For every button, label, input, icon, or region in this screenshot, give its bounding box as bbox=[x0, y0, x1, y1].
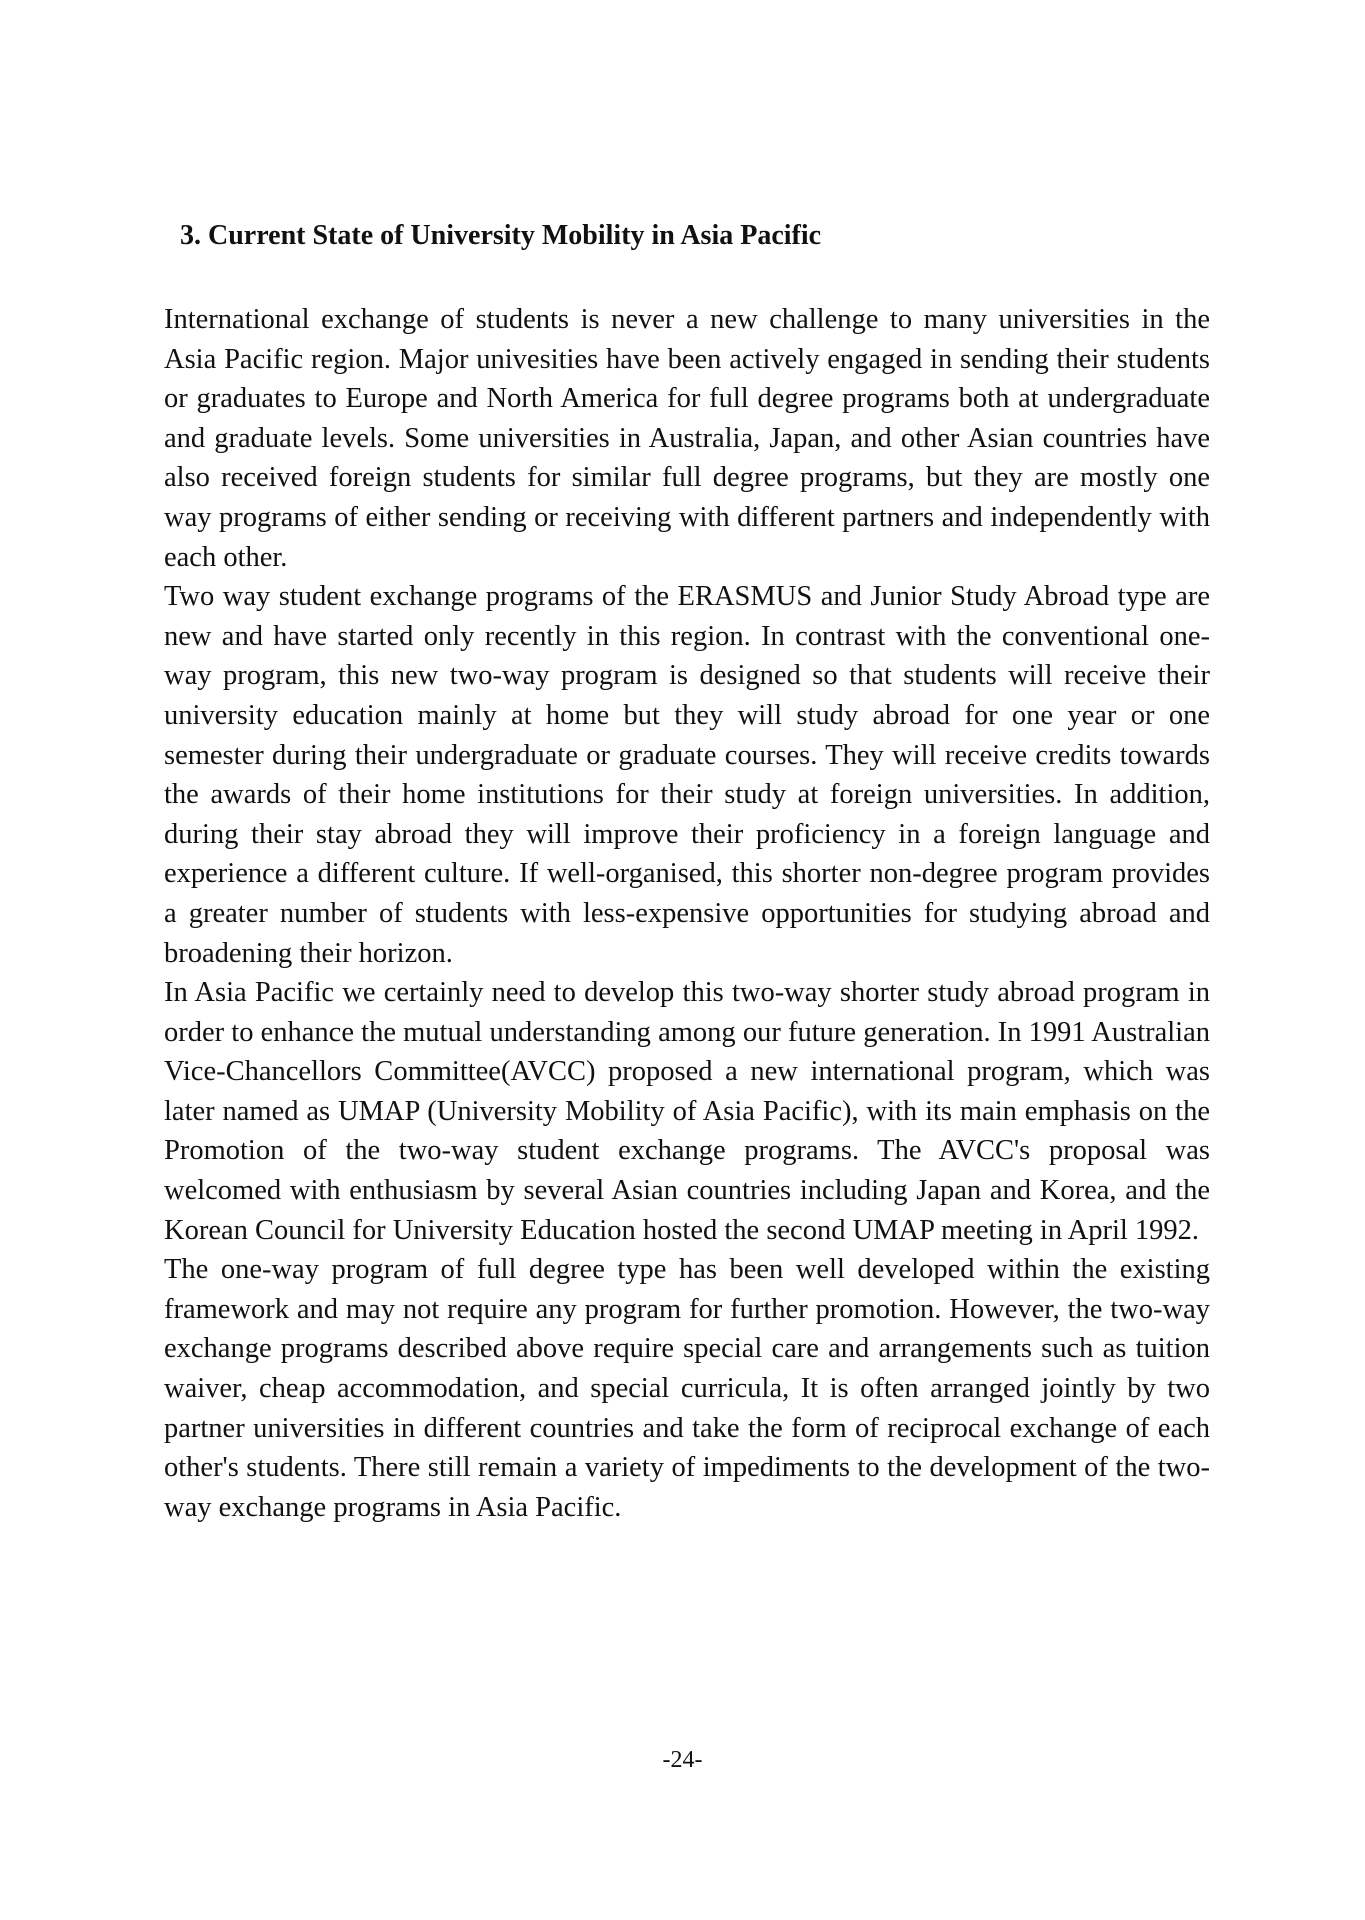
paragraph-1: International exchange of students is never a new challenge to many universities in the Asia Pacific region. Major univesities have been actively engaged in sending their students or graduates to Europe and North America for full degree programs both at undergraduate and graduate levels. Some universities in Australia, Japan, and other Asian countries have also received foreign students for similar full degree programs, but they are mostly one way programs of either sending or receiving with different partners and independently with each other. bbox=[164, 304, 1210, 573]
body-text bbox=[164, 300, 1210, 1527]
page-number: -24- bbox=[662, 1747, 703, 1773]
section-heading: 3. Current State of University Mobility in Asia Pacific bbox=[180, 220, 822, 251]
paragraph-3: In Asia Pacific we certainly need to develop this two-way shorter study abroad program in order to enhance the mutual understanding among our future generation. In 1991 Australian Vice-Chancellors Committee(AVCC) proposed a new international program, which was later named as UMAP (University Mobility of Asia Pacific), with its main emphasis on the Promotion of the two-way student exchange programs. The AVCC's proposal was welcomed with enthusiasm by several Asian countries including Japan and Korea, and the Korean Council for University Education hosted the second UMAP meeting in April 1992. bbox=[164, 977, 1210, 1246]
paragraph-2: Two way student exchange programs of the ERASMUS and Junior Study Abroad type are new and have started only recently in this region. In contrast with the conventional one-way program, this new two-way program is designed so that students will receive their university education mainly at home but they will study abroad for one year or one semester during their undergraduate or graduate courses. They will receive credits towards the awards of their home institutions for their study at foreign universities. In addition, during their stay abroad they will improve their proficiency in a foreign language and experience a different culture. If well-organised, this shorter non-degree program provides a greater number of students with less-expensive opportunities for studying abroad and broadening their horizon. bbox=[164, 581, 1210, 969]
paragraph-4: The one-way program of full degree type has been well developed within the existing framework and may not require any program for further promotion. However, the two-way exchange programs described above require special care and arrangements such as tuition waiver, cheap accommodation, and special curricula, It is often arranged jointly by two partner universities in different countries and take the form of reciprocal exchange of each other's students. There still remain a variety of impediments to the development of the two-way exchange programs in Asia Pacific. bbox=[164, 1254, 1210, 1523]
